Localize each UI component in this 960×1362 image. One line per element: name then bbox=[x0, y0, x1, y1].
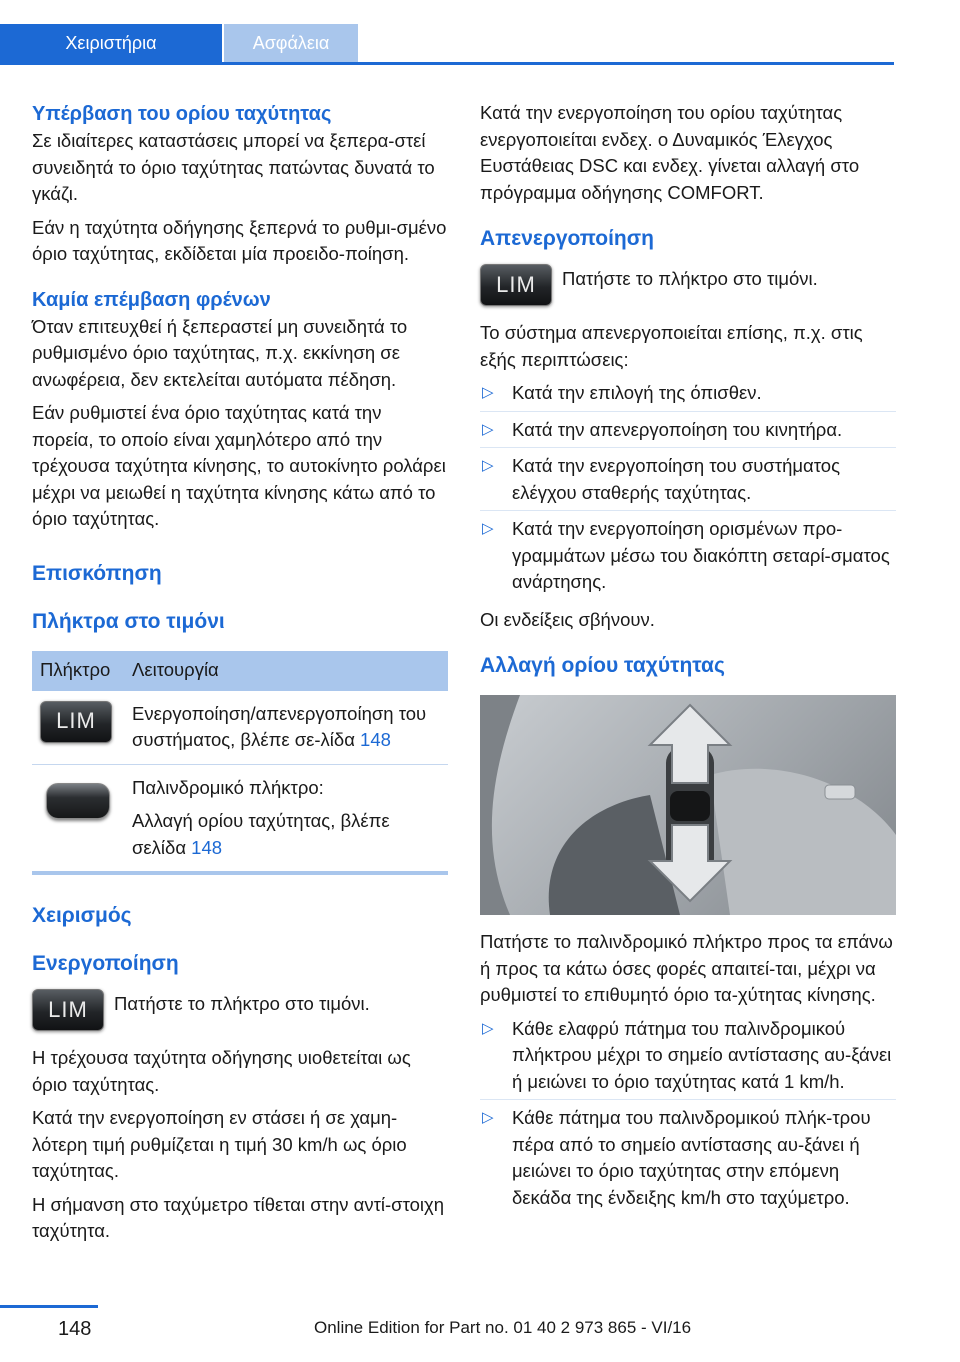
steering-wheel-illustration bbox=[480, 695, 896, 915]
paragraph: Το σύστημα απενεργοποιείται επίσης, π.χ. στις εξής περιπτώσεις: bbox=[480, 322, 863, 370]
paragraph: Εάν ρυθμιστεί ένα όριο ταχύτητας κατά την πορεία, το οποίο είναι χαμηλότερο από την τρέχουσα ταχύτητα κίνησης, το αυτοκίνητο ρολάρει μέχρι να μειωθεί η ταχύτητα κίνησης κάτω από το όριο ταχύτητας. bbox=[32, 402, 446, 529]
page-link[interactable]: 148 bbox=[191, 836, 223, 858]
table-end-rule bbox=[32, 871, 448, 875]
heading-operation: Χειρισμός bbox=[32, 904, 132, 927]
list-item: ▷ Κατά την ενεργοποίηση ορισμένων προ‐γραμμάτων μέσω του διακόπτη σεταρί‐σματος ανάρτησης. bbox=[482, 518, 890, 592]
paragraph: Σε ιδιαίτερες καταστάσεις μπορεί να ξεπερα‐στεί συνειδητά το όριο ταχύτητας πατώντας δυνατά το γκάζι. bbox=[32, 130, 435, 204]
paragraph: Οι ενδείξεις σβήνουν. bbox=[480, 608, 655, 630]
lim-button-icon: LIM bbox=[32, 989, 104, 1031]
list-item: ▷ Κατά την επιλογή της όπισθεν. bbox=[480, 380, 896, 412]
activation-row bbox=[32, 989, 448, 1031]
paragraph: Κατά την ενεργοποίηση εν στάσει ή σε χαμη‐λότερη τιμή ρυθμίζεται η τιμή 30 km/h ως όριο ταχύτητας. bbox=[32, 1107, 407, 1181]
table-row bbox=[32, 764, 448, 871]
edition-text: Online Edition for Part no. 01 40 2 973 865 - VI/16 bbox=[314, 1318, 692, 1337]
table-header-row bbox=[32, 651, 448, 691]
press-key-text: Πατήστε το πλήκτρο στο τιμόνι. bbox=[562, 268, 818, 289]
list-item: ▷ Κατά την απενεργοποίηση του κινητήρα. bbox=[480, 417, 896, 449]
change-limit-list bbox=[480, 1016, 896, 1216]
heading-no-brake: Καμία επέμβαση φρένων bbox=[32, 288, 271, 311]
heading-activation: Ενεργοποίηση bbox=[32, 952, 179, 975]
press-key-text: Πατήστε το πλήκτρο στο τιμόνι. bbox=[114, 993, 370, 1014]
table-cell-function bbox=[124, 691, 448, 765]
triangle-bullet-icon: ▷ bbox=[482, 1019, 494, 1037]
table-header-function: Λειτουργία bbox=[124, 651, 448, 691]
footer-rule bbox=[0, 1305, 98, 1308]
table-row bbox=[32, 691, 448, 765]
paragraph: Πατήστε το παλινδρομικό πλήκτρο προς τα επάνω ή προς τα κάτω όσες φορές απαιτεί‐ται, μέχρι να ρυθμιστεί το επιθυμητό όριο τα‐χύτητας κίνησης. bbox=[480, 931, 893, 1005]
triangle-bullet-icon: ▷ bbox=[482, 457, 494, 474]
list-item: ▷ Κάθε ελαφρύ πάτημα του παλινδρομικού πλήκτρου μέχρι το σημείο αντίστασης αυ‐ξάνει ή μειώνει το όριο ταχύτητας κατά 1 km/h. bbox=[480, 1016, 896, 1101]
table-cell-key bbox=[32, 691, 124, 765]
paragraph: Η σήμανση στο ταχύμετρο τίθεται στην αντί‐στοιχη ταχύτητα. bbox=[32, 1193, 445, 1241]
heading-change-limit: Αλλαγή ορίου ταχύτητας bbox=[480, 654, 725, 677]
triangle-bullet-icon: ▷ bbox=[482, 520, 494, 537]
triangle-bullet-icon: ▷ bbox=[482, 384, 494, 401]
list-item: ▷ Κατά την ενεργοποίηση του συστήματος ελέγχου σταθερής ταχύτητας. bbox=[480, 453, 896, 511]
heading-speed-over: Υπέρβαση του ορίου ταχύτητας bbox=[32, 103, 332, 125]
lim-button-icon: LIM bbox=[40, 701, 112, 743]
right-column bbox=[480, 100, 896, 1222]
rocker-switch-icon bbox=[46, 783, 110, 819]
paragraph: Η τρέχουσα ταχύτητα οδήγησης υιοθετείται ως όριο ταχύτητας. bbox=[32, 1047, 411, 1095]
row2-text2: Αλλαγή ορίου ταχύτητας, βλέπε σελίδα bbox=[132, 810, 390, 858]
keys-table bbox=[32, 651, 448, 872]
heading-overview: Επισκόπηση bbox=[32, 561, 162, 585]
paragraph: Εάν η ταχύτητα οδήγησης ξεπερνά το ρυθμι‐σμένο όριο ταχύτητας, εκδίδεται μία προειδο‐ποίηση. bbox=[32, 216, 447, 264]
table-cell-function bbox=[124, 764, 448, 871]
steering-wheel-photo bbox=[480, 695, 896, 915]
table-header-key: Πλήκτρο bbox=[32, 651, 124, 691]
header-tabs bbox=[0, 24, 894, 65]
heading-wheel-keys: Πλήκτρα στο τιμόνι bbox=[32, 609, 225, 633]
lim-button-icon: LIM bbox=[480, 264, 552, 306]
row1-text: Ενεργοποίηση/απενεργοποίηση του συστήματος, βλέπε σε‐λίδα bbox=[132, 702, 427, 750]
heading-deactivation: Απενεργοποίηση bbox=[480, 227, 654, 250]
table-cell-key bbox=[32, 764, 124, 871]
row2-text1: Παλινδρομικό πλήκτρο: bbox=[132, 776, 324, 798]
tab-controls[interactable]: Χειριστήρια bbox=[0, 24, 222, 62]
deactivation-row bbox=[480, 264, 896, 306]
triangle-bullet-icon: ▷ bbox=[482, 1109, 494, 1126]
page-number: 148 bbox=[58, 1318, 92, 1340]
deactivation-list bbox=[480, 380, 896, 600]
list-item: ▷ Κάθε πάτημα του παλινδρομικού πλήκ‐τρου πέρα από το σημείο αντίστασης αυ‐ξάνει ή μειώνει το όριο ταχύτητας στην επόμενη δεκάδα της ένδειξης km/h στο ταχύμετρο. bbox=[482, 1107, 871, 1208]
triangle-bullet-icon: ▷ bbox=[482, 420, 494, 438]
paragraph: Κατά την ενεργοποίηση του ορίου ταχύτητας ενεργοποιείται ενδεχ. ο Δυναμικός Έλεγχος Ευστάθειας DSC και ενδεχ. γίνεται αλλαγή στο πρόγραμμα οδήγησης COMFORT. bbox=[480, 102, 860, 203]
tab-safety[interactable]: Ασφάλεια bbox=[224, 24, 358, 62]
paragraph: Όταν επιτευχθεί ή ξεπεραστεί μη συνειδητά το ρυθμισμένο όριο ταχύτητας, π.χ. εκκίνηση σε ανωφέρεια, δεν εκτελείται αυτόματα πέδηση. bbox=[32, 315, 408, 390]
page-link[interactable]: 148 bbox=[360, 729, 391, 750]
left-column bbox=[32, 100, 448, 1252]
